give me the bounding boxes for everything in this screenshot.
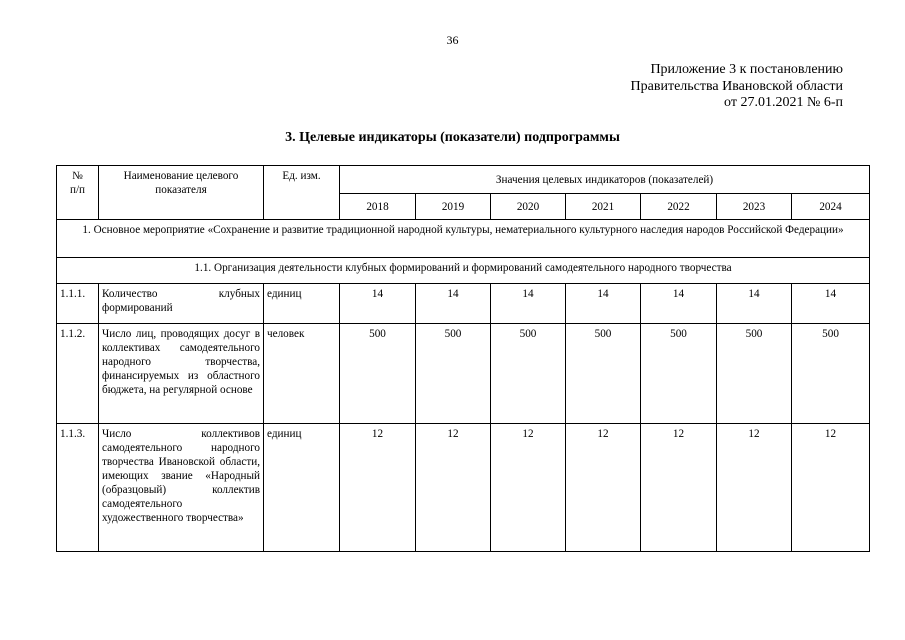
row-value: 12	[491, 424, 566, 552]
row-value: 500	[641, 324, 717, 424]
row-value: 12	[717, 424, 792, 552]
row-unit: человек	[264, 324, 340, 424]
row-value: 12	[792, 424, 870, 552]
row-value: 14	[566, 284, 641, 324]
header-year: 2021	[566, 194, 641, 220]
row-value: 14	[416, 284, 491, 324]
row-name: Число коллективов самодеятельного народного творчества Ивановской области, имеющих звание «Народный (образцовый) коллектив самодеятельного художественного творчества»	[99, 424, 264, 552]
row-name: Число лиц, проводящих досуг в коллективах самодеятельного народного творчества, финансируемых из областного бюджета, на регулярной основе	[99, 324, 264, 424]
header-unit: Ед. изм.	[264, 166, 340, 220]
table-row	[57, 324, 870, 424]
header-year: 2024	[792, 194, 870, 220]
row-number: 1.1.3.	[57, 424, 99, 552]
row-name: Количество клубных формирований	[99, 284, 264, 324]
header-number-line-2: п/п	[69, 184, 86, 196]
row-value: 14	[717, 284, 792, 324]
appendix-line-3: от 27.01.2021 № 6-п	[724, 95, 843, 110]
row-value: 500	[792, 324, 870, 424]
table-row	[57, 284, 870, 324]
row-value: 500	[416, 324, 491, 424]
header-year: 2020	[491, 194, 566, 220]
document-title: 3. Целевые индикаторы (показатели) подпрограммы	[285, 130, 620, 145]
header-year: 2018	[340, 194, 416, 220]
row-value: 14	[491, 284, 566, 324]
row-value: 12	[566, 424, 641, 552]
row-value: 14	[792, 284, 870, 324]
indicators-table	[56, 165, 870, 552]
row-number: 1.1.2.	[57, 324, 99, 424]
row-unit: единиц	[264, 424, 340, 552]
header-number-line-1: №	[72, 170, 83, 182]
row-value: 500	[340, 324, 416, 424]
row-value: 500	[491, 324, 566, 424]
subsection-heading: 1.1. Организация деятельности клубных формирований и формирований самодеятельного народного творчества	[57, 258, 870, 284]
row-value: 12	[340, 424, 416, 552]
table-row	[57, 424, 870, 552]
row-unit: единиц	[264, 284, 340, 324]
page-number: 36	[446, 33, 459, 47]
row-value: 12	[641, 424, 717, 552]
appendix-header	[631, 62, 843, 112]
header-year: 2019	[416, 194, 491, 220]
header-name: Наименование целевого показателя	[99, 166, 264, 220]
appendix-line-2: Правительства Ивановской области	[630, 78, 843, 94]
header-year: 2023	[717, 194, 792, 220]
header-number	[57, 166, 99, 220]
row-number: 1.1.1.	[57, 284, 99, 324]
section-heading: 1. Основное мероприятие «Сохранение и развитие традиционной народной культуры, нематериального культурного наследия народов Российской Федерации»	[57, 220, 870, 258]
row-value: 500	[717, 324, 792, 424]
header-year: 2022	[641, 194, 717, 220]
row-value: 12	[416, 424, 491, 552]
row-value: 14	[340, 284, 416, 324]
header-values-group: Значения целевых индикаторов (показателей)	[340, 166, 870, 194]
row-value: 500	[566, 324, 641, 424]
row-value: 14	[641, 284, 717, 324]
appendix-line-1: Приложение 3 к постановлению	[650, 62, 843, 77]
